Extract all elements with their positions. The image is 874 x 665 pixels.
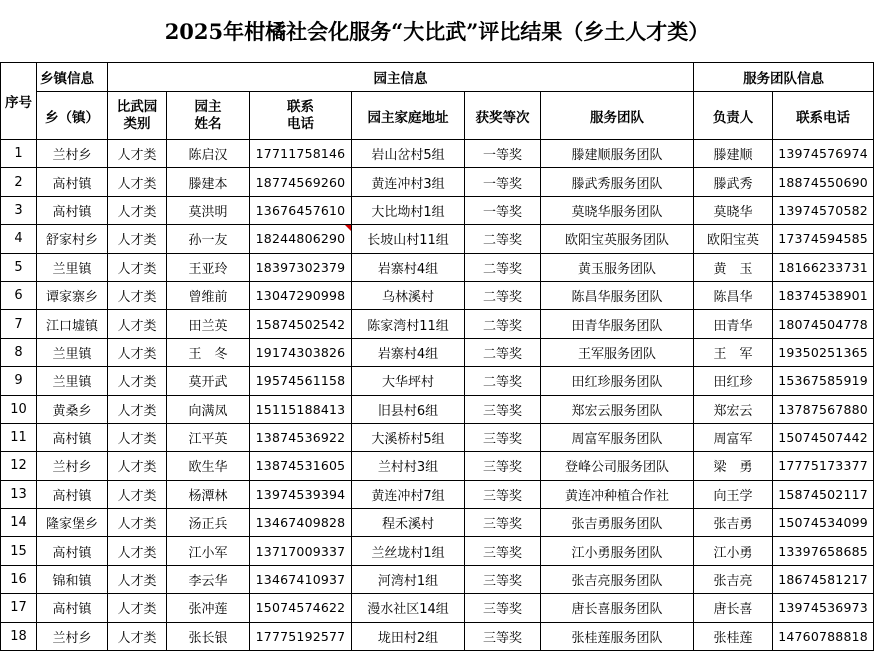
- cell-address[interactable]: 乌林溪村: [352, 281, 465, 309]
- cell-category[interactable]: 人才类: [108, 310, 167, 338]
- cell-award[interactable]: 一等奖: [465, 196, 541, 224]
- cell-team[interactable]: 郑宏云服务团队: [541, 395, 694, 423]
- cell-seq[interactable]: 1: [1, 140, 37, 168]
- cell-leader[interactable]: 唐长喜: [694, 594, 773, 622]
- cell-team[interactable]: 黄玉服务团队: [541, 253, 694, 281]
- cell-owner-name[interactable]: 江小军: [167, 537, 250, 565]
- table-row: [1, 281, 874, 309]
- cell-town[interactable]: 兰里镇: [37, 253, 108, 281]
- cell-team-phone[interactable]: 17374594585: [773, 225, 874, 253]
- cell-team-phone[interactable]: 18166233731: [773, 253, 874, 281]
- cell-seq[interactable]: 12: [1, 452, 37, 480]
- cell-award[interactable]: 三等奖: [465, 537, 541, 565]
- cell-award[interactable]: 三等奖: [465, 423, 541, 451]
- cell-leader[interactable]: 郑宏云: [694, 395, 773, 423]
- cell-category[interactable]: 人才类: [108, 281, 167, 309]
- cell-team[interactable]: 登峰公司服务团队: [541, 452, 694, 480]
- cell-team[interactable]: 周富军服务团队: [541, 423, 694, 451]
- cell-seq[interactable]: 7: [1, 310, 37, 338]
- cell-team-phone[interactable]: 18674581217: [773, 565, 874, 593]
- cell-team-phone[interactable]: 18874550690: [773, 168, 874, 196]
- cell-owner-name[interactable]: 王 冬: [167, 338, 250, 366]
- cell-address[interactable]: 大比坳村1组: [352, 196, 465, 224]
- cell-team[interactable]: 张吉勇服务团队: [541, 509, 694, 537]
- cell-leader[interactable]: 张吉勇: [694, 509, 773, 537]
- cell-seq[interactable]: 16: [1, 565, 37, 593]
- cell-award[interactable]: 三等奖: [465, 395, 541, 423]
- cell-town[interactable]: 兰村乡: [37, 452, 108, 480]
- cell-owner-name[interactable]: 汤正兵: [167, 509, 250, 537]
- table-row: [1, 253, 874, 281]
- cell-town[interactable]: 隆家堡乡: [37, 509, 108, 537]
- cell-address[interactable]: 兰村村3组: [352, 452, 465, 480]
- cell-team[interactable]: 江小勇服务团队: [541, 537, 694, 565]
- cell-seq[interactable]: 17: [1, 594, 37, 622]
- cell-team[interactable]: 陈昌华服务团队: [541, 281, 694, 309]
- cell-category[interactable]: 人才类: [108, 395, 167, 423]
- cell-owner-name[interactable]: 张冲莲: [167, 594, 250, 622]
- cell-category[interactable]: 人才类: [108, 509, 167, 537]
- cell-award[interactable]: 三等奖: [465, 622, 541, 650]
- cell-team[interactable]: 张吉亮服务团队: [541, 565, 694, 593]
- cell-owner-phone[interactable]: 18397302379: [250, 253, 352, 281]
- cell-owner-phone[interactable]: 18244806290: [250, 225, 352, 253]
- cell-seq[interactable]: 2: [1, 168, 37, 196]
- cell-address[interactable]: 垅田村2组: [352, 622, 465, 650]
- cell-owner-phone[interactable]: 17775192577: [250, 622, 352, 650]
- cell-team-phone[interactable]: 13397658685: [773, 537, 874, 565]
- cell-seq[interactable]: 8: [1, 338, 37, 366]
- cell-seq[interactable]: 4: [1, 225, 37, 253]
- cell-seq[interactable]: 11: [1, 423, 37, 451]
- cell-category[interactable]: 人才类: [108, 140, 167, 168]
- cell-leader[interactable]: 王 军: [694, 338, 773, 366]
- table-row: [1, 622, 874, 650]
- cell-team-phone[interactable]: 15074534099: [773, 509, 874, 537]
- cell-town[interactable]: 兰里镇: [37, 367, 108, 395]
- cell-town[interactable]: 江口墟镇: [37, 310, 108, 338]
- header-town[interactable]: 乡（镇）: [37, 92, 108, 140]
- cell-team-phone[interactable]: 13974536973: [773, 594, 874, 622]
- cell-address[interactable]: 程禾溪村: [352, 509, 465, 537]
- table-row: [1, 509, 874, 537]
- cell-category[interactable]: 人才类: [108, 168, 167, 196]
- cell-owner-phone[interactable]: 15115188413: [250, 395, 352, 423]
- cell-owner-phone[interactable]: 13974539394: [250, 480, 352, 508]
- cell-team-phone[interactable]: 14760788818: [773, 622, 874, 650]
- cell-award[interactable]: 二等奖: [465, 253, 541, 281]
- cell-owner-name[interactable]: 田兰英: [167, 310, 250, 338]
- cell-town[interactable]: 谭家寨乡: [37, 281, 108, 309]
- header-award[interactable]: 获奖等次: [465, 92, 541, 140]
- cell-leader[interactable]: 向王学: [694, 480, 773, 508]
- cell-owner-phone[interactable]: 13874531605: [250, 452, 352, 480]
- cell-leader[interactable]: 江小勇: [694, 537, 773, 565]
- cell-team-phone[interactable]: 18074504778: [773, 310, 874, 338]
- table-row: [1, 395, 874, 423]
- cell-team-phone[interactable]: 17775173377: [773, 452, 874, 480]
- cell-award[interactable]: 二等奖: [465, 367, 541, 395]
- cell-leader[interactable]: 张桂莲: [694, 622, 773, 650]
- cell-town[interactable]: 高村镇: [37, 594, 108, 622]
- cell-address[interactable]: 兰丝垅村1组: [352, 537, 465, 565]
- cell-leader[interactable]: 滕武秀: [694, 168, 773, 196]
- header-address[interactable]: 园主家庭地址: [352, 92, 465, 140]
- header-owner-name[interactable]: 园主姓名: [167, 92, 250, 140]
- cell-address[interactable]: 大华坪村: [352, 367, 465, 395]
- cell-owner-phone[interactable]: 13467409828: [250, 509, 352, 537]
- cell-category[interactable]: 人才类: [108, 622, 167, 650]
- cell-address[interactable]: 黄连冲村7组: [352, 480, 465, 508]
- cell-owner-phone[interactable]: 13874536922: [250, 423, 352, 451]
- cell-team-phone[interactable]: 13974570582: [773, 196, 874, 224]
- cell-team-phone[interactable]: 15367585919: [773, 367, 874, 395]
- cell-address[interactable]: 岩寨村4组: [352, 253, 465, 281]
- cell-town[interactable]: 黄桑乡: [37, 395, 108, 423]
- cell-award[interactable]: 二等奖: [465, 310, 541, 338]
- cell-town[interactable]: 兰村乡: [37, 622, 108, 650]
- cell-owner-name[interactable]: 王亚玲: [167, 253, 250, 281]
- cell-category[interactable]: 人才类: [108, 452, 167, 480]
- cell-seq[interactable]: 9: [1, 367, 37, 395]
- cell-team[interactable]: 唐长喜服务团队: [541, 594, 694, 622]
- cell-address[interactable]: 大溪桥村5组: [352, 423, 465, 451]
- cell-address[interactable]: 长坡山村11组: [352, 225, 465, 253]
- cell-award[interactable]: 三等奖: [465, 594, 541, 622]
- cell-address[interactable]: 黄连冲村3组: [352, 168, 465, 196]
- cell-leader[interactable]: 莫晓华: [694, 196, 773, 224]
- cell-seq[interactable]: 6: [1, 281, 37, 309]
- cell-team-phone[interactable]: 18374538901: [773, 281, 874, 309]
- cell-seq[interactable]: 10: [1, 395, 37, 423]
- header-team-phone[interactable]: 联系电话: [773, 92, 874, 140]
- cell-category[interactable]: 人才类: [108, 225, 167, 253]
- cell-award[interactable]: 三等奖: [465, 452, 541, 480]
- table-row: [1, 196, 874, 224]
- cell-team-phone[interactable]: 13787567880: [773, 395, 874, 423]
- cell-seq[interactable]: 14: [1, 509, 37, 537]
- header-row-columns: [1, 92, 874, 140]
- cell-town[interactable]: 锦和镇: [37, 565, 108, 593]
- cell-category[interactable]: 人才类: [108, 537, 167, 565]
- header-team[interactable]: 服务团队: [541, 92, 694, 140]
- cell-owner-name[interactable]: 曾维前: [167, 281, 250, 309]
- cell-address[interactable]: 河湾村1组: [352, 565, 465, 593]
- table-row: [1, 140, 874, 168]
- cell-leader[interactable]: 陈昌华: [694, 281, 773, 309]
- header-owner-group[interactable]: 园主信息: [108, 63, 694, 92]
- table-row: [1, 480, 874, 508]
- header-leader[interactable]: 负责人: [694, 92, 773, 140]
- cell-owner-name[interactable]: 莫开武: [167, 367, 250, 395]
- cell-team[interactable]: 黄连冲种植合作社: [541, 480, 694, 508]
- table-row: [1, 565, 874, 593]
- cell-address[interactable]: 岩山岔村5组: [352, 140, 465, 168]
- header-owner-phone[interactable]: 联系电话: [250, 92, 352, 140]
- cell-town[interactable]: 兰村乡: [37, 140, 108, 168]
- cell-leader[interactable]: 周富军: [694, 423, 773, 451]
- cell-team-phone[interactable]: 13974576974: [773, 140, 874, 168]
- header-seq[interactable]: 序号: [1, 63, 37, 140]
- cell-owner-name[interactable]: 江平英: [167, 423, 250, 451]
- table-row: [1, 452, 874, 480]
- cell-owner-phone[interactable]: 19574561158: [250, 367, 352, 395]
- cell-leader[interactable]: 欧阳宝英: [694, 225, 773, 253]
- cell-leader[interactable]: 黄 玉: [694, 253, 773, 281]
- table-row: [1, 225, 874, 253]
- cell-seq[interactable]: 3: [1, 196, 37, 224]
- cell-seq[interactable]: 15: [1, 537, 37, 565]
- header-team-group[interactable]: 服务团队信息: [694, 63, 874, 92]
- cell-owner-name[interactable]: 张长银: [167, 622, 250, 650]
- cell-owner-phone[interactable]: 17711758146: [250, 140, 352, 168]
- table-row: [1, 168, 874, 196]
- table-row: [1, 367, 874, 395]
- cell-address[interactable]: 漫水社区14组: [352, 594, 465, 622]
- cell-team-phone[interactable]: 19350251365: [773, 338, 874, 366]
- cell-owner-name[interactable]: 杨潭林: [167, 480, 250, 508]
- cell-leader[interactable]: 滕建顺: [694, 140, 773, 168]
- cell-owner-name[interactable]: 陈启汉: [167, 140, 250, 168]
- cell-category[interactable]: 人才类: [108, 423, 167, 451]
- results-table: [0, 62, 874, 651]
- cell-address[interactable]: 陈家湾村11组: [352, 310, 465, 338]
- cell-town[interactable]: 高村镇: [37, 423, 108, 451]
- cell-award[interactable]: 二等奖: [465, 225, 541, 253]
- cell-category[interactable]: 人才类: [108, 367, 167, 395]
- cell-owner-phone[interactable]: 18774569260: [250, 168, 352, 196]
- cell-town[interactable]: 舒家村乡: [37, 225, 108, 253]
- header-category[interactable]: 比武园类别: [108, 92, 167, 140]
- cell-town[interactable]: 兰里镇: [37, 338, 108, 366]
- cell-town[interactable]: 高村镇: [37, 168, 108, 196]
- cell-category[interactable]: 人才类: [108, 196, 167, 224]
- cell-owner-phone[interactable]: 13047290998: [250, 281, 352, 309]
- cell-award[interactable]: 二等奖: [465, 281, 541, 309]
- cell-leader[interactable]: 梁 勇: [694, 452, 773, 480]
- cell-owner-name[interactable]: 孙一友: [167, 225, 250, 253]
- cell-owner-name[interactable]: 向满凤: [167, 395, 250, 423]
- cell-award[interactable]: 三等奖: [465, 480, 541, 508]
- cell-team[interactable]: 滕建顺服务团队: [541, 140, 694, 168]
- cell-owner-name[interactable]: 李云华: [167, 565, 250, 593]
- cell-category[interactable]: 人才类: [108, 480, 167, 508]
- cell-category[interactable]: 人才类: [108, 565, 167, 593]
- cell-team[interactable]: 田青华服务团队: [541, 310, 694, 338]
- cell-category[interactable]: 人才类: [108, 338, 167, 366]
- cell-owner-phone[interactable]: 15074574622: [250, 594, 352, 622]
- cell-award[interactable]: 二等奖: [465, 338, 541, 366]
- cell-team[interactable]: 滕武秀服务团队: [541, 168, 694, 196]
- cell-town[interactable]: 高村镇: [37, 537, 108, 565]
- cell-team[interactable]: 田红珍服务团队: [541, 367, 694, 395]
- cell-owner-phone[interactable]: 13467410937: [250, 565, 352, 593]
- table-row: [1, 310, 874, 338]
- cell-team[interactable]: 欧阳宝英服务团队: [541, 225, 694, 253]
- cell-award[interactable]: 三等奖: [465, 509, 541, 537]
- cell-seq[interactable]: 18: [1, 622, 37, 650]
- cell-owner-name[interactable]: 滕建本: [167, 168, 250, 196]
- cell-team[interactable]: 王军服务团队: [541, 338, 694, 366]
- cell-team-phone[interactable]: 15074507442: [773, 423, 874, 451]
- table-row: [1, 537, 874, 565]
- cell-award[interactable]: 三等奖: [465, 565, 541, 593]
- cell-owner-phone[interactable]: 13717009337: [250, 537, 352, 565]
- cell-seq[interactable]: 13: [1, 480, 37, 508]
- cell-address[interactable]: 旧县村6组: [352, 395, 465, 423]
- cell-owner-phone[interactable]: 19174303826: [250, 338, 352, 366]
- cell-address[interactable]: 岩寨村4组: [352, 338, 465, 366]
- cell-team-phone[interactable]: 15874502117: [773, 480, 874, 508]
- sheet-title: 2025年柑橘社会化服务“大比武”评比结果（乡土人才类）: [164, 19, 710, 44]
- cell-award[interactable]: 一等奖: [465, 140, 541, 168]
- table-row: [1, 594, 874, 622]
- cell-leader[interactable]: 田青华: [694, 310, 773, 338]
- header-row-groups: [1, 63, 874, 92]
- cell-leader[interactable]: 张吉亮: [694, 565, 773, 593]
- table-row: [1, 423, 874, 451]
- cell-category[interactable]: 人才类: [108, 253, 167, 281]
- cell-owner-name[interactable]: 欧生华: [167, 452, 250, 480]
- cell-owner-name[interactable]: 莫洪明: [167, 196, 250, 224]
- cell-town[interactable]: 高村镇: [37, 196, 108, 224]
- cell-category[interactable]: 人才类: [108, 594, 167, 622]
- cell-team[interactable]: 莫晓华服务团队: [541, 196, 694, 224]
- cell-team[interactable]: 张桂莲服务团队: [541, 622, 694, 650]
- cell-award[interactable]: 一等奖: [465, 168, 541, 196]
- cell-leader[interactable]: 田红珍: [694, 367, 773, 395]
- cell-owner-phone[interactable]: 15874502542: [250, 310, 352, 338]
- cell-town[interactable]: 高村镇: [37, 480, 108, 508]
- table-row: [1, 338, 874, 366]
- cell-owner-phone[interactable]: 13676457610: [250, 196, 352, 224]
- header-town-group[interactable]: 乡镇信息: [37, 63, 108, 92]
- cell-seq[interactable]: 5: [1, 253, 37, 281]
